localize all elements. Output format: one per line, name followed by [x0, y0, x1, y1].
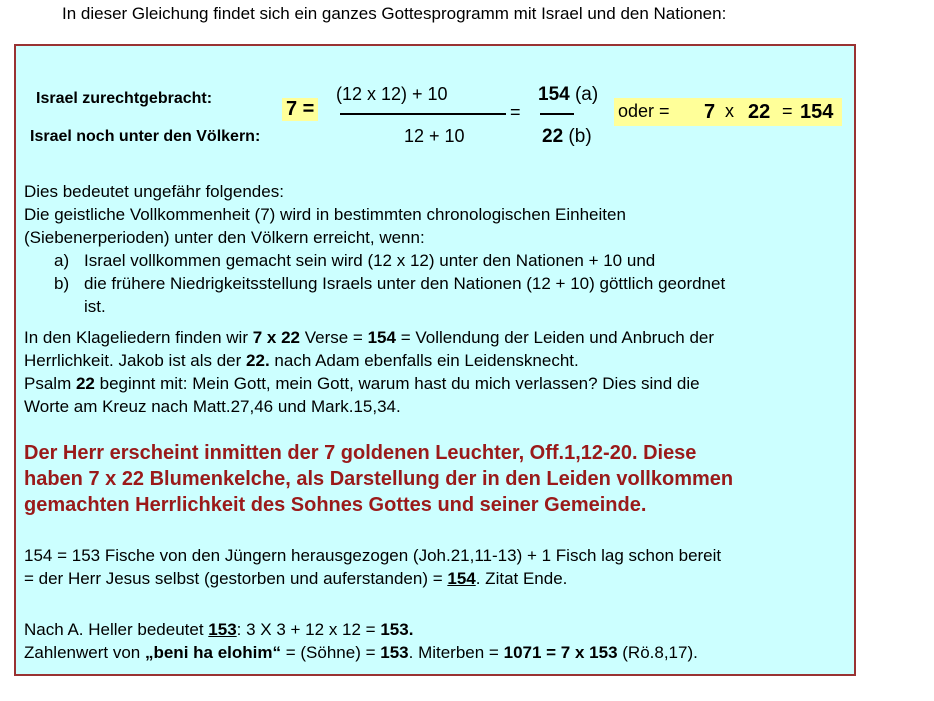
highlight-paragraph: [24, 440, 733, 518]
result-154: 154: [538, 84, 570, 105]
bold-number: 1071 = 7 x 153: [503, 643, 618, 662]
result-onefiftyfour: 154: [800, 101, 834, 123]
intro-paragraph: [24, 180, 725, 318]
result-22: 22: [542, 126, 564, 147]
heller-paragraph: [24, 618, 698, 664]
fraction-denominator: 12 + 10: [404, 126, 465, 146]
red-line: haben 7 x 22 Blumenkelche, als Darstellung der in den Leiden vollkommen: [24, 468, 734, 490]
red-line: Der Herr erscheint inmitten der 7 goldenen Leuchter, Off.1,12-20. Diese: [24, 442, 697, 464]
text: = Vollendung der Leiden und Anbruch der: [400, 328, 715, 347]
text: Verse =: [304, 328, 363, 347]
page-caption: In dieser Gleichung findet sich ein ganzes Gottesprogramm mit Israel und den Nationen:: [62, 4, 727, 23]
text: : 3 X 3 + 12 x 12 =: [236, 620, 376, 639]
tag-b: (b): [568, 126, 592, 147]
klage-line: [24, 349, 714, 372]
text: (Rö.8,17).: [622, 643, 698, 662]
content-box: [14, 44, 856, 676]
bold-number: 154: [367, 328, 396, 347]
list-marker: a): [54, 251, 70, 270]
red-line: gemachten Herrlichkeit des Sohnes Gottes und seiner Gemeinde.: [24, 494, 647, 516]
fraction-bar: [340, 113, 506, 115]
text: Psalm: [24, 374, 72, 393]
text: . Zitat Ende.: [475, 569, 568, 588]
list-text: Israel vollkommen gemacht sein wird (12 x 12) unter den Nationen + 10 und: [84, 251, 656, 270]
klagelieder-paragraph: [24, 326, 714, 418]
list-item-a: [24, 249, 725, 272]
oder-equals: oder =: [618, 101, 670, 121]
text: Herrlichkeit. Jakob ist als der: [24, 351, 242, 370]
text: = der Herr Jesus selbst (gestorben und auferstanden) =: [24, 569, 443, 588]
list-text-continued: ist.: [84, 297, 106, 316]
heller-line: [24, 618, 698, 641]
bold-number: 153: [208, 620, 237, 639]
fraction-numerator: (12 x 12) + 10: [336, 84, 448, 104]
bold-number: 22: [75, 374, 95, 393]
label-israel-restored: Israel zurechtgebracht:: [36, 90, 213, 107]
denominator-result: [542, 126, 592, 148]
bold-number: 22.: [246, 351, 270, 370]
heller-line: [24, 641, 698, 664]
list-text: die frühere Niedrigkeitsstellung Israels unter den Nationen (12 + 10) göttlich geordnet: [84, 274, 726, 293]
result-seven: 7: [704, 101, 716, 123]
bold-number: 153: [380, 643, 409, 662]
klage-line: Worte am Kreuz nach Matt.27,46 und Mark.15,34.: [24, 397, 401, 416]
klage-line: [24, 326, 714, 349]
label-israel-among-nations: Israel noch unter den Völkern:: [30, 128, 261, 145]
text: Zahlenwert von: [24, 643, 141, 662]
bold-number: 7 x 22: [252, 328, 300, 347]
tag-a: (a): [574, 84, 599, 105]
fische-line: [24, 567, 721, 590]
text: = (Söhne) =: [285, 643, 376, 662]
seven-equals: 7 =: [282, 98, 318, 121]
list-marker: b): [54, 274, 70, 293]
bold-number: 153.: [380, 620, 414, 639]
text: beginnt mit: Mein Gott, mein Gott, warum hast du mich verlassen? Dies sind die: [99, 374, 700, 393]
intro-line: Die geistliche Vollkommenheit (7) wird in bestimmten chronologischen Einheiten: [24, 205, 626, 224]
result-fraction-bar: [540, 113, 574, 115]
fische-line: 154 = 153 Fische von den Jüngern herausgezogen (Joh.21,11-13) + 1 Fisch lag schon bereit: [24, 546, 722, 565]
numerator-result: [538, 84, 598, 106]
equals-sign: =: [510, 102, 521, 122]
bold-number: 154: [447, 569, 476, 588]
times-sign: x: [725, 101, 734, 121]
list-item-b: [24, 272, 725, 295]
intro-line: Dies bedeutet ungefähr folgendes:: [24, 182, 284, 201]
intro-line: (Siebenerperioden) unter den Völkern erreicht, wenn:: [24, 228, 425, 247]
text: In den Klageliedern finden wir: [24, 328, 248, 347]
text: . Miterben =: [408, 643, 499, 662]
result-twentytwo: 22: [748, 101, 771, 123]
text: Nach A. Heller bedeutet: [24, 620, 204, 639]
text: nach Adam ebenfalls ein Leidensknecht.: [274, 351, 579, 370]
klage-line: [24, 372, 714, 395]
bold-term: „beni ha elohim“: [144, 643, 281, 662]
equals-sign-right: =: [782, 101, 793, 121]
fische-paragraph: [24, 544, 721, 590]
